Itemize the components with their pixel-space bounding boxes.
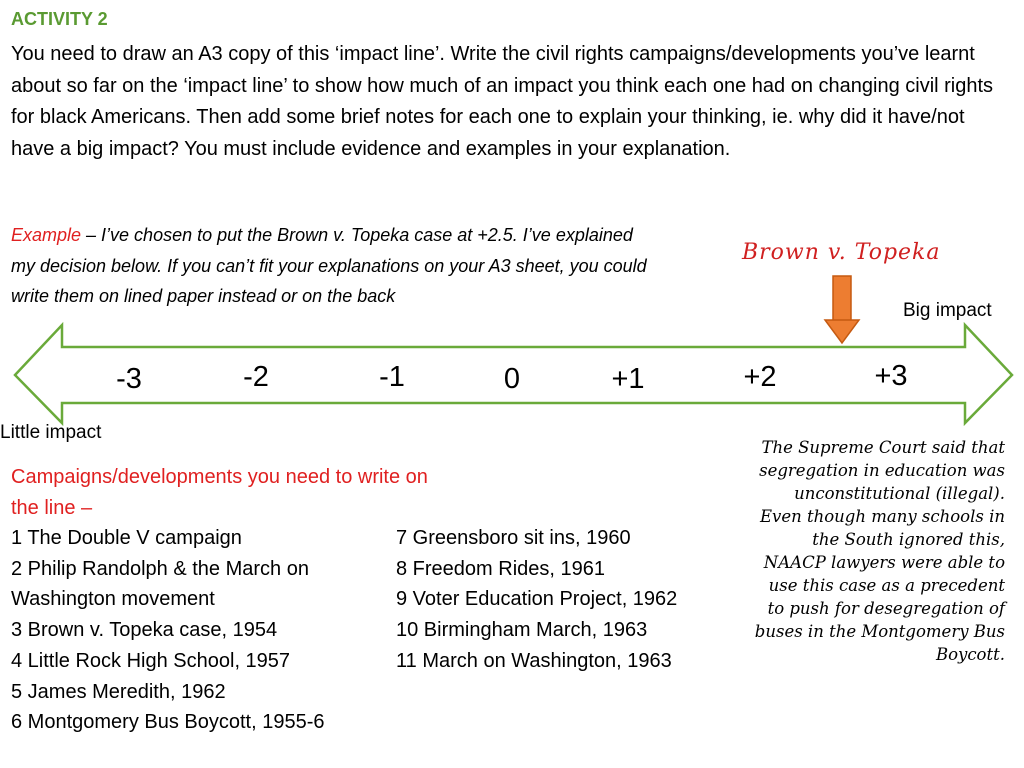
list-item: 10 Birmingham March, 1963 (396, 619, 648, 642)
impact-marker (825, 276, 859, 343)
list-item: 1 The Double V campaign (11, 527, 242, 549)
list-item: 2 Philip Randolph & the March on (11, 557, 309, 580)
tick-minus-1: -1 (379, 361, 405, 393)
list-item: 4 Little Rock High School, 1957 (11, 649, 291, 672)
list-item: Washington movement (11, 588, 215, 611)
instructions-paragraph: You need to draw an A3 copy of this ‘impact line’. Write the civil rights campaigns/developments you’ve learnt about so far on the ‘impact line’ to show how much of an impact you think each one had on changing civil rights for black Americans. Then add some brief notes for each one to explain your thinking, ie. why did it have/not have a big impact? You must include evidence and examples in your explanation. (11, 43, 994, 160)
list-item: 5 James Meredith, 1962 (11, 680, 226, 703)
list-item: 11 March on Washington, 1963 (396, 649, 672, 672)
tick-minus-2: -2 (243, 361, 269, 393)
list-item: 7 Greensboro sit ins, 1960 (396, 527, 631, 549)
little-impact-label: Little impact (0, 422, 102, 443)
example-text: – I’ve chosen to put the Brown v. Topeka case at +2.5. I’ve explained my decision below. If you can’t fit your explanations on your A3 sheet, you could write them on lined paper instead or on the back (11, 225, 647, 306)
list-item: 9 Voter Education Project, 1962 (396, 588, 678, 611)
tick-plus-3: +3 (874, 360, 908, 392)
tick-zero: 0 (503, 363, 521, 395)
big-impact-label: Big impact (903, 300, 992, 321)
tick-plus-2: +2 (743, 361, 777, 393)
tick-minus-3: -3 (116, 363, 142, 395)
list-item: 3 Brown v. Topeka case, 1954 (11, 619, 278, 642)
tick-plus-1: +1 (611, 363, 645, 395)
list-item: 6 Montgomery Bus Boycott, 1955-6 (11, 711, 325, 734)
campaign-list-right (396, 523, 736, 677)
campaigns-heading: Campaigns/developments you need to write on the line – (11, 466, 428, 519)
explanation-note: The Supreme Court said that segregation in education was unconstitutional (illegal). Even though many schools in the South ignored this, NAACP lawyers were able to use this case as a precedent to push for desegregation of buses in the Montgomery Bus Boycott. (754, 438, 1005, 664)
marker-label: Brown v. Topeka (742, 240, 941, 265)
campaign-list-left (11, 523, 401, 738)
activity-title: ACTIVITY 2 (11, 9, 108, 29)
example-lead: Example (11, 225, 82, 245)
list-item: 8 Freedom Rides, 1961 (396, 557, 606, 580)
